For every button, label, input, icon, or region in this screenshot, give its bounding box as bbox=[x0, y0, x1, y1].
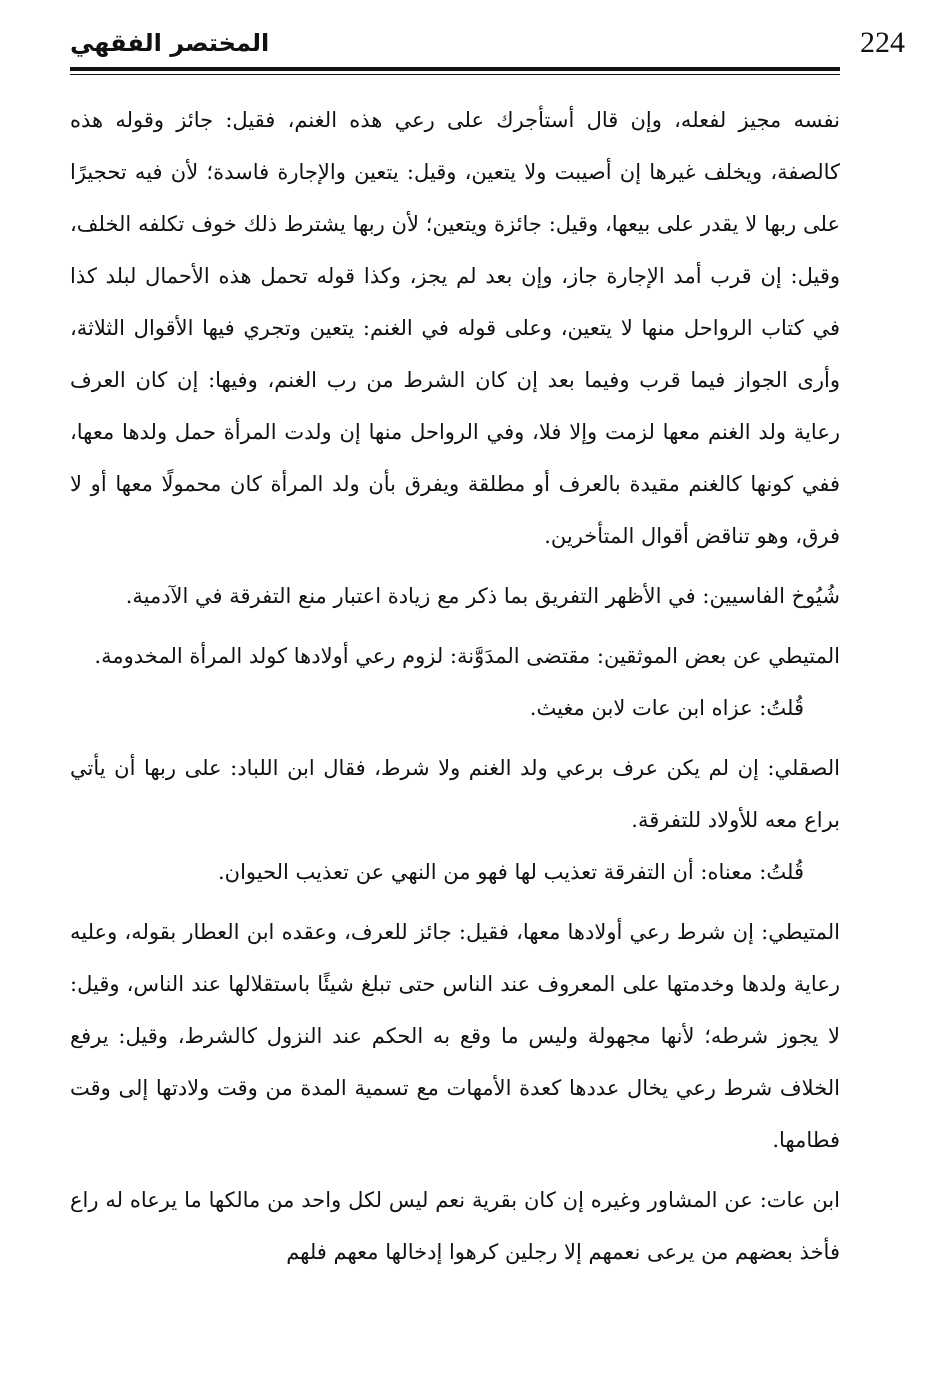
paragraph: الصقلي: إن لم يكن عرف برعي ولد الغنم ولا شرط، فقال ابن اللباد: على ربها أن يأتي براع معه للأولاد للتفرقة. bbox=[70, 756, 840, 832]
paragraph: قُلتُ: عزاه ابن عات لابن مغيث. bbox=[529, 696, 804, 720]
paragraph: قُلتُ: معناه: أن التفرقة تعذيب لها فهو من النهي عن تعذيب الحيوان. bbox=[217, 860, 804, 884]
body-text bbox=[70, 94, 840, 1278]
paragraph: المتيطي: إن شرط رعي أولادها معها، فقيل: جائز للعرف، وعقده ابن العطار بقوله، وعليه رعاية ولدها وخدمتها على المعروف عند الناس حتى تبلغ شيئًا باستقلالها عند الناس، وقيل: لا يجوز شرطه؛ لأنها مجهولة وليس ما وقع به الحكم عند النزول كالشرط، وقيل: يرفع الخلاف شرط رعي يخال عددها كعدة الأمهات مع تسمية المدة من وقت ولادتها إلى وقت فطامها. bbox=[70, 920, 840, 1152]
paragraph: المتيطي عن بعض الموثقين: مقتضى المدَوَّنة: لزوم رعي أولادها كولد المرأة المخدومة. bbox=[94, 644, 840, 668]
running-title: المختصر الفقهي bbox=[70, 29, 270, 57]
header-rule-thick bbox=[70, 67, 840, 71]
page-number: 224 bbox=[860, 26, 905, 59]
paragraph: ابن عات: عن المشاور وغيره إن كان بقرية نعم ليس لكل واحد من مالكها ما يرعاه له راع فأخذ بعضهم من يرعى نعمهم إلا رجلين كرهوا إدخالها معهم فلهم bbox=[70, 1188, 840, 1264]
header-rule-thin bbox=[70, 74, 840, 75]
paragraph: نفسه مجيز لفعله، وإن قال أستأجرك على رعي هذه الغنم، فقيل: جائز وقوله هذه كالصفة، ويخلف غيرها إن أصيبت ولا يتعين، وقيل: يتعين والإجارة فاسدة؛ لأن فيه تحجيرًا على ربها لا يقدر على بيعها، وقيل: جائزة ويتعين؛ لأن ربها يشترط ذلك خوف تكلفه الخلف، وقيل: إن قرب أمد الإجارة جاز، وإن بعد لم يجز، وكذا قوله تحمل هذه الأحمال لبلد كذا في كتاب الرواحل منها لا يتعين، وعلى قوله في الغنم: يتعين وتجري فيها الأقوال الثلاثة، وأرى الجواز فيما قرب وفيما بعد إن كان الشرط من رب الغنم، وفيها: إن كان العرف رعاية ولد الغنم معها لزمت وإلا فلا، وفي الرواحل منها إن ولدت المرأة حمل ولدها معها، ففي كونها كالغنم مقيدة بالعرف أو مطلقة ويفرق بأن ولد المرأة كان محمولًا معها أو لا فرق، وهو تناقض أقوال المتأخرين. bbox=[70, 108, 840, 548]
page-header bbox=[70, 22, 905, 66]
paragraph: شُيُوخ الفاسيين: في الأظهر التفريق بما ذكر مع زيادة اعتبار منع التفرقة في الآدمية. bbox=[125, 584, 840, 608]
